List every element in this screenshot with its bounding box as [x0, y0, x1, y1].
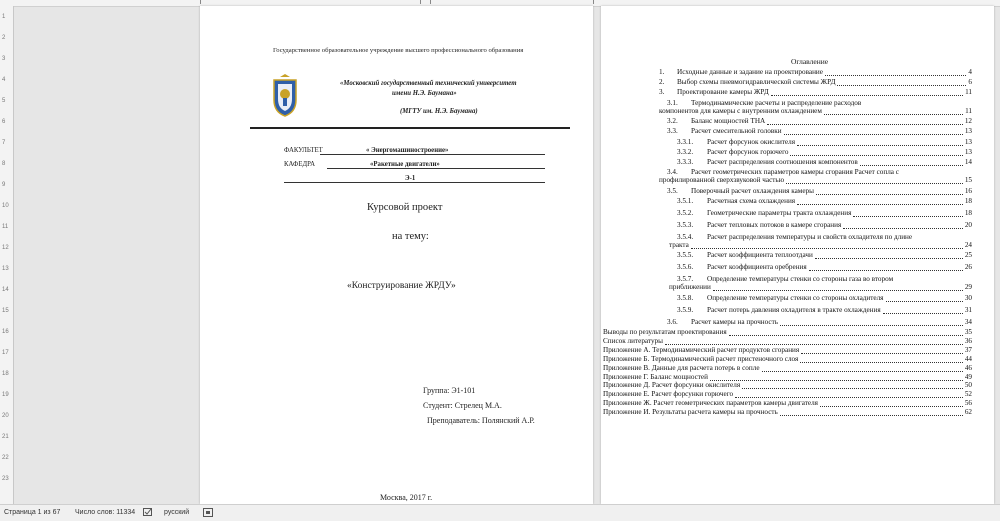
toc-entry[interactable]: [603, 337, 972, 346]
department-label: КАФЕДРА: [284, 161, 315, 168]
toc-entry-page: 50: [964, 381, 972, 390]
toc-entry-number: 3.5.2.: [677, 208, 694, 217]
toc-entry-title: Исходные данные и задание на проектирование: [677, 68, 823, 76]
toc-entry-page: 49: [964, 372, 972, 381]
toc-entry-number: 3.5.8.: [677, 293, 694, 302]
faculty-value: « Энергомашиностроение»: [366, 147, 449, 154]
toc-entry[interactable]: [603, 399, 972, 408]
toc-entry-title-cont: тракта: [669, 240, 689, 249]
toc-leader: [820, 399, 963, 407]
toc-entry-page: 29: [964, 283, 972, 292]
faculty-label: ФАКУЛЬТЕТ: [284, 147, 323, 154]
toc-entry[interactable]: [677, 158, 972, 167]
language-status[interactable]: русский: [164, 509, 190, 516]
proofing-icon[interactable]: [143, 508, 153, 519]
macro-record-icon[interactable]: [203, 508, 213, 519]
toc-entry-page: 25: [964, 251, 972, 260]
toc-leader: [860, 158, 963, 166]
toc-entry-title: Проектирование камеры ЖРД: [677, 88, 769, 97]
toc-entry-title: Приложение Г. Баланс мощностей: [603, 372, 708, 381]
ruler-mark: 17: [2, 350, 9, 356]
toc-entry-title: Приложение Е. Расчет форсунки горючего: [603, 390, 734, 399]
toc-entry-number: 3.2.: [667, 117, 678, 126]
toc-entry-title: Геометрические параметры тракта охлаждения: [707, 208, 852, 217]
toc-entry-page: 4: [968, 68, 972, 76]
toc-leader: [742, 381, 963, 389]
toc-entry-page: 13: [964, 137, 972, 146]
toc-leader: [735, 390, 963, 398]
toc-entry-title: Расчет распределения соотношения компонентов: [707, 157, 858, 166]
toc-entry-continuation: [669, 241, 972, 250]
toc-entry-title: Расчет форсунок окислителя: [707, 137, 796, 146]
ruler-mark: 21: [2, 434, 9, 440]
toc-leader: [815, 251, 963, 259]
toc-entry-continuation: [659, 107, 972, 116]
department-underline: [327, 168, 545, 169]
toc-entry[interactable]: [677, 138, 972, 147]
toc-entry-page: 36: [964, 336, 972, 345]
toc-entry[interactable]: [659, 68, 972, 77]
toc-entry-page: 35: [964, 328, 972, 336]
toc-entry-continuation: [659, 176, 972, 185]
toc-entry-number: 3.5.3.: [677, 220, 694, 229]
ruler-mark: 12: [2, 245, 9, 251]
toc-leader: [780, 408, 963, 416]
word-count-status[interactable]: Число слов: 11334: [75, 509, 136, 516]
ruler-mark: 13: [2, 266, 9, 272]
toc-entry-page: 62: [964, 408, 972, 417]
toc-entry-page: 11: [965, 106, 972, 115]
ruler-mark: 22: [2, 455, 9, 461]
toc-entry-number: 3.3.1.: [677, 137, 694, 146]
toc-leader: [786, 176, 963, 184]
toc-entry[interactable]: [603, 381, 972, 390]
toc-entry[interactable]: [677, 148, 972, 157]
institution-line: Государственное образовательное учреждение высшего профессионального образования: [273, 47, 524, 54]
toc-entry-page: 56: [964, 399, 972, 408]
toc-leader: [809, 263, 963, 271]
ruler-mark: 10: [2, 203, 9, 209]
toc-leader: [886, 294, 963, 302]
toc-leader: [837, 78, 966, 86]
toc-entry-title: Определение температуры стенки со стороны охладителя: [707, 293, 884, 302]
toc-entry-number: 3.5.6.: [677, 263, 694, 272]
toc-leader: [762, 364, 963, 372]
toc-entry[interactable]: [677, 306, 972, 315]
toc-entry-title: Приложение И. Результаты расчета камеры на прочность: [603, 408, 778, 417]
toc-leader: [691, 241, 963, 249]
toc-entry-number: 3.5.4.: [677, 232, 694, 241]
toc-leader: [853, 209, 963, 217]
university-short-name: (МГТУ им. Н.Э. Баумана): [400, 108, 478, 115]
toc-leader: [797, 197, 963, 205]
toc-entry-title: Расчет камеры на прочность: [691, 317, 779, 326]
ruler-mark: 3: [2, 56, 6, 62]
toc-entry-title-cont: профилированной сверхзвуковой частью: [659, 176, 785, 185]
toc-entry-title: Расчетная схема охлаждения: [707, 196, 796, 205]
ruler-mark: 23: [2, 476, 9, 482]
toc-entry[interactable]: [603, 328, 972, 337]
toc-entry-page: 14: [964, 157, 972, 166]
faculty-underline: [320, 154, 545, 155]
ruler-mark: 2: [2, 35, 6, 41]
toc-entry-page: 12: [964, 117, 972, 126]
toc-entry-title: Выбор схемы пневмогидравлической системы ЖРД: [677, 78, 836, 87]
toc-entry[interactable]: [667, 127, 972, 136]
toc-entry-title: Определение температуры стенки со стороны газа во втором: [707, 275, 894, 284]
toc-entry[interactable]: [603, 346, 972, 355]
toc-leader: [710, 373, 963, 381]
ruler-mark: 16: [2, 329, 9, 335]
toc-entry-title-cont: приближении: [669, 283, 711, 292]
toc-entry-title-cont: компонентов для камеры с внутренним охлаждением: [659, 106, 822, 115]
toc-leader: [771, 88, 963, 96]
toc-entry[interactable]: [677, 197, 972, 206]
ruler-mark: 1: [2, 14, 6, 20]
document-type: Курсовой проект: [367, 202, 443, 213]
toc-entry-page: 24: [964, 240, 972, 249]
toc-entry-title: Расчет геометрических параметров камеры сгорания Расчет сопла с: [691, 168, 899, 177]
toc-entry-number: 3.1.: [667, 98, 678, 107]
toc-leader: [729, 328, 963, 336]
toc-entry-page: 46: [964, 363, 972, 372]
toc-entry[interactable]: [667, 187, 972, 196]
toc-entry[interactable]: [677, 294, 972, 303]
ruler-mark: 9: [2, 182, 6, 188]
toc-entry[interactable]: [677, 251, 972, 260]
header-divider: [250, 127, 570, 129]
department-value: «Ракетные двигатели»: [370, 161, 440, 168]
toc-entry[interactable]: [603, 390, 972, 399]
toc-leader: [780, 318, 963, 326]
toc-entry[interactable]: [667, 117, 972, 126]
city-year: Москва, 2017 г.: [380, 493, 433, 502]
toc-leader: [825, 68, 966, 76]
toc-leader: [883, 306, 963, 314]
ruler-mark: 5: [2, 98, 6, 104]
page-table-of-contents[interactable]: [601, 6, 994, 504]
status-bar: [0, 504, 1000, 521]
ruler-mark: 14: [2, 287, 9, 293]
page-title-sheet[interactable]: [200, 6, 593, 504]
toc-entry-number: 3.4.: [667, 168, 678, 177]
toc-entry[interactable]: [667, 318, 972, 327]
toc-entry-number: 3.5.7.: [677, 275, 694, 284]
ruler-mark: 20: [2, 413, 9, 419]
toc-entry-title: Расчет коэффициента оребрения: [707, 263, 807, 272]
toc-entry-title: Поверочный расчет охлаждения камеры: [691, 186, 814, 195]
toc-entry-page: 16: [964, 186, 972, 195]
toc-entry[interactable]: [677, 263, 972, 272]
toc-entry-title: Приложение Д. Расчет форсунки окислителя: [603, 381, 741, 390]
toc-entry[interactable]: [677, 209, 972, 218]
toc-entry-number: 3.3.: [667, 127, 678, 136]
toc-entry-title: Расчет распределения температуры и свойств охладителя по длине: [707, 232, 913, 241]
toc-entry-page: 34: [964, 317, 972, 326]
toc-entry-page: 15: [964, 176, 972, 185]
toc-entry-number: 3.3.2.: [677, 147, 694, 156]
toc-entry-page: 11: [965, 88, 972, 97]
toc-leader: [816, 187, 963, 195]
toc-entry-title: Расчет потерь давления охладителя в тракте охлаждения: [707, 305, 881, 314]
teacher-info: Преподаватель: Полянский А.Р.: [427, 416, 535, 425]
toc-entry-page: 18: [964, 196, 972, 205]
toc-leader: [800, 355, 963, 363]
toc-entry-title: Расчет смесительной головки: [691, 127, 782, 136]
toc-entry-page: 30: [964, 293, 972, 302]
ruler-mark: 15: [2, 308, 9, 314]
toc-leader: [665, 337, 963, 345]
toc-leader: [843, 221, 963, 229]
code-underline: [284, 182, 545, 183]
university-emblem-icon: [268, 74, 302, 118]
ruler-mark: 4: [2, 77, 6, 83]
toc-leader: [824, 107, 963, 115]
toc-entry-title: Приложение Ж. Расчет геометрических параметров камеры двигателя: [603, 399, 818, 408]
toc-entry-number: 1.: [659, 68, 665, 76]
toc-entry[interactable]: [659, 88, 972, 97]
toc-entry-page: 52: [964, 390, 972, 399]
toc-entry-page: 26: [964, 263, 972, 272]
ruler-mark: 19: [2, 392, 9, 398]
toc-entry[interactable]: [603, 364, 972, 373]
toc-entry-title: Расчет форсунок горючего: [707, 147, 789, 156]
toc-entry-number: 3.6.: [667, 317, 678, 326]
toc-entry-title: Список литературы: [603, 336, 663, 345]
toc-entry-page: 18: [964, 208, 972, 217]
toc-leader: [801, 346, 963, 354]
toc-entry-title: Расчет коэффициента теплоотдачи: [707, 251, 813, 260]
toc-leader: [784, 127, 963, 135]
toc-entry-title: Приложение А. Термодинамический расчет продуктов сгорания: [603, 345, 800, 354]
toc-leader: [790, 148, 963, 156]
department-code: Э-1: [405, 175, 416, 182]
toc-entry-number: 3.3.3.: [677, 157, 694, 166]
toc-entry[interactable]: [677, 221, 972, 230]
ruler-mark: 18: [2, 371, 9, 377]
toc-entry-page: 44: [964, 354, 972, 363]
university-name-line1: «Московский государственный технический университет: [340, 80, 517, 87]
toc-entry-page: 20: [964, 220, 972, 229]
toc-entry-number: 2.: [659, 78, 665, 87]
toc-entry-page: 13: [964, 147, 972, 156]
toc-entry-title: Термодинамические расчеты и распределение расходов: [691, 98, 862, 107]
toc-entry-page: 13: [964, 127, 972, 136]
toc-entry-continuation: [669, 283, 972, 292]
toc-entry[interactable]: [603, 355, 972, 364]
toc-entry-page: 6: [968, 78, 972, 87]
toc-leader: [767, 117, 963, 125]
toc-entry-number: 3.5.1.: [677, 196, 694, 205]
toc-entry-title: Приложение В. Данные для расчета потерь в сопле: [603, 363, 760, 372]
toc-entry[interactable]: [603, 408, 972, 417]
topic-label: на тему:: [392, 231, 429, 242]
ruler-mark: 8: [2, 161, 6, 167]
page-count-status[interactable]: Страница 1 из 67: [4, 509, 61, 516]
toc-entry-number: 3.: [659, 88, 665, 97]
ruler-mark: 7: [2, 140, 6, 146]
toc-entry-number: 3.5.9.: [677, 305, 694, 314]
toc-entry-page: 31: [964, 305, 972, 314]
group-info: Группа: Э1-101: [423, 386, 476, 395]
toc-entry-number: 3.5.: [667, 186, 678, 195]
toc-entry[interactable]: [603, 373, 972, 382]
toc-entry-title: Расчет тепловых потоков в камере сгорания: [707, 220, 842, 229]
toc-entry-title: Приложение Б. Термодинамический расчет пристеночного слоя: [603, 354, 799, 363]
toc-leader: [797, 138, 963, 146]
student-info: Студент: Стрелец М.А.: [423, 401, 502, 410]
toc-heading: Оглавление: [791, 57, 829, 66]
vertical-ruler: [0, 6, 14, 504]
ruler-mark: 11: [2, 224, 9, 230]
toc-leader: [713, 283, 963, 291]
toc-entry-title: Баланс мощностей ТНА: [691, 117, 766, 126]
project-topic: «Конструирование ЖРДУ»: [347, 281, 456, 291]
university-name-line2: имени Н.Э. Баумана»: [392, 90, 457, 97]
toc-entry-title: Выводы по результатам проектирования: [603, 328, 727, 336]
toc-entry[interactable]: [659, 78, 972, 87]
toc-entry-page: 37: [964, 345, 972, 354]
ruler-mark: 6: [2, 119, 6, 125]
toc-entry-number: 3.5.5.: [677, 251, 694, 260]
